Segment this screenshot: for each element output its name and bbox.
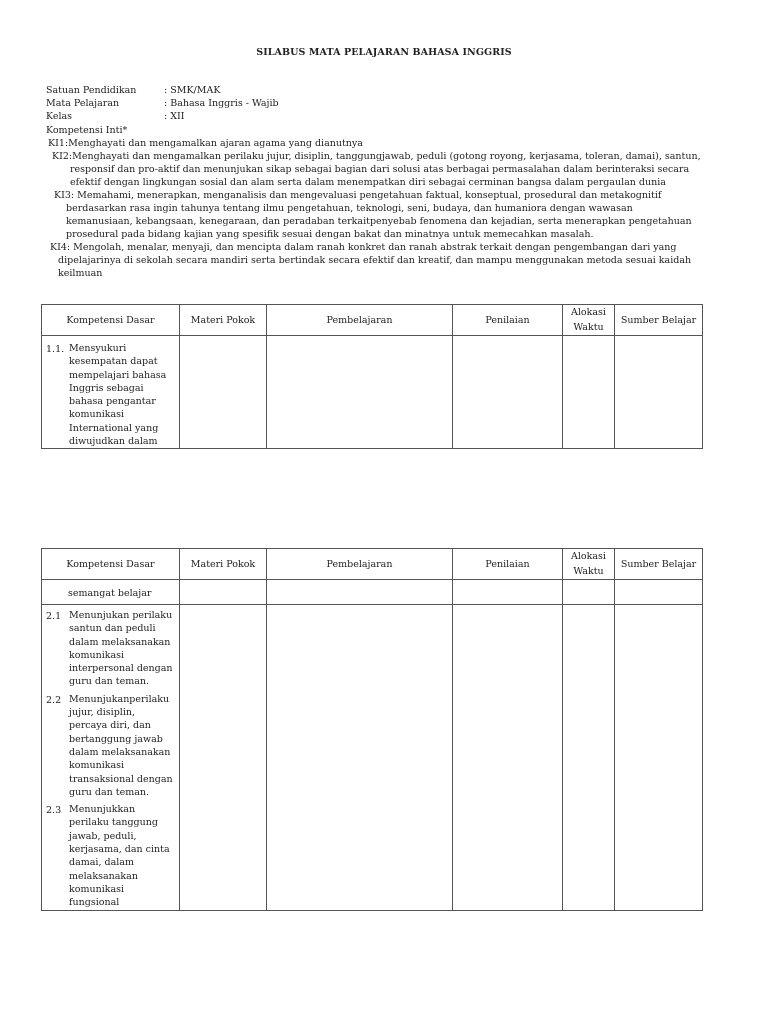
cell-kompetensi-dasar — [42, 336, 180, 449]
header-pembelajaran: Pembelajaran — [267, 549, 453, 580]
ki3-line: KI3: Memahami, menerapkan, menganalisis dan mengevaluasi pengetahuan faktual, konseptual, prosedural dan metakognitif — [54, 190, 662, 201]
kd-number: 2.3 — [46, 805, 62, 817]
ki3-text — [46, 189, 706, 241]
kd-text — [69, 693, 177, 799]
ki3-line: prosedural pada bidang kajian yang spesifik sesuai dengan bakat dan minatnya untuk memecahkan masalah. — [66, 229, 594, 240]
kompetensi-inti-block — [46, 124, 706, 280]
ki4-line: dipelajarinya di sekolah secara mandiri serta bertindak secara efektif dan kreatif, dan mampu menggunakan metoda sesuai kaidah — [58, 255, 692, 266]
cell-sumber-belajar — [615, 580, 703, 605]
header-sumber-belajar: Sumber Belajar — [615, 305, 703, 336]
cell-alokasi-waktu — [563, 580, 615, 605]
ki3-line: berdasarkan rasa ingin tahunya tentang ilmu pengetahuan, teknologi, seni, budaya, dan humaniora dengan wawasan — [66, 203, 633, 214]
kd-line: jujur, disiplin, — [69, 707, 135, 719]
kd-line: santun dan peduli — [69, 623, 156, 635]
cell-sumber-belajar — [615, 336, 703, 449]
cell-materi-pokok — [180, 605, 267, 911]
ki4-line: keilmuan — [58, 268, 103, 279]
kd-number: 2.1 — [46, 611, 62, 622]
kd-line: melaksanakan — [69, 870, 138, 882]
kd-line: Inggris sebagai — [69, 382, 144, 394]
syllabus-table-1 — [41, 304, 703, 449]
kd-text — [69, 803, 177, 909]
kd-line: mempelajari bahasa — [69, 369, 167, 381]
kd-line: guru dan teman. — [69, 786, 150, 798]
kd-line: Mensyukuri — [69, 343, 127, 354]
kd-line: damai, dalam — [69, 857, 134, 869]
cell-penilaian — [453, 605, 563, 911]
cell-sumber-belajar — [615, 605, 703, 911]
table-row — [42, 336, 703, 449]
kd-item-1-1 — [42, 336, 179, 448]
cell-kompetensi-dasar-continuation — [42, 580, 180, 605]
kd-line: bertanggung jawab — [69, 733, 163, 745]
cell-kompetensi-dasar — [42, 605, 180, 911]
header-waktu-line: Waktu — [573, 566, 604, 577]
ki2-line: KI2:Menghayati dan mengamalkan perilaku jujur, disiplin, tanggungjawab, peduli (gotong royong, kerjasama, toleran, damai), santun, — [52, 151, 701, 162]
kd-text — [69, 342, 177, 448]
cell-alokasi-waktu — [563, 605, 615, 911]
header-pembelajaran: Pembelajaran — [267, 305, 453, 336]
kd-line: kesempatan dapat — [69, 356, 158, 368]
kd-line: International yang — [69, 422, 159, 434]
ki2-line: responsif dan pro-aktif dan menunjukan sikap sebagai bagian dari solusi atas berbagai permasalahan dalam berinteraksi secara — [70, 164, 690, 175]
document-title: SILABUS MATA PELAJARAN BAHASA INGGRIS — [256, 47, 512, 58]
header-materi-pokok: Materi Pokok — [180, 305, 267, 336]
kd-continuation-text: semangat belajar — [68, 588, 152, 599]
kd-item-2-3 — [42, 799, 179, 909]
table-row — [42, 605, 703, 911]
kd-line: dalam melaksanakan — [69, 636, 171, 648]
kd-item-2-2 — [42, 689, 179, 799]
kd-line: komunikasi — [69, 760, 125, 772]
cell-pembelajaran — [267, 605, 453, 911]
kd-line: komunikasi — [69, 409, 125, 421]
kd-line: interpersonal dengan — [69, 663, 173, 675]
kd-line: Menunjukanperilaku — [69, 693, 170, 705]
kompetensi-inti-heading: Kompetensi Inti* — [46, 125, 128, 136]
kd-line: transaksional dengan — [69, 773, 173, 785]
meta-value: : SMK/MAK — [164, 85, 221, 96]
header-penilaian: Penilaian — [453, 305, 563, 336]
cell-pembelajaran — [267, 580, 453, 605]
cell-materi-pokok — [180, 580, 267, 605]
meta-key: Kelas — [46, 111, 73, 122]
kd-line: guru dan teman. — [69, 676, 150, 688]
kd-line: kerjasama, dan cinta — [69, 844, 170, 856]
meta-row-satuan — [46, 84, 279, 97]
cell-penilaian — [453, 336, 563, 449]
meta-row-mapel — [46, 97, 279, 110]
ki1-text: KI1:Menghayati dan mengamalkan ajaran agama yang dianutnya — [48, 138, 363, 149]
header-alokasi-line: Alokasi — [571, 307, 606, 318]
kd-line: percaya diri, dan — [69, 720, 151, 732]
ki4-text — [46, 241, 706, 280]
kd-line: diwujudkan dalam — [69, 436, 158, 448]
kd-line: komunikasi — [69, 883, 125, 895]
cell-penilaian — [453, 580, 563, 605]
kd-number: 2.2 — [46, 694, 62, 706]
header-alokasi-waktu — [563, 305, 615, 336]
cell-alokasi-waktu — [563, 336, 615, 449]
header-waktu-line: Waktu — [573, 322, 604, 333]
kd-line: fungsional — [69, 897, 120, 909]
table-row — [42, 580, 703, 605]
header-alokasi-line: Alokasi — [571, 551, 606, 562]
ki4-line: KI4: Mengolah, menalar, menyaji, dan mencipta dalam ranah konkret dan ranah abstrak terkait dengan pengembangan dari yang — [50, 242, 677, 253]
table-header-row — [42, 549, 703, 580]
syllabus-table-2 — [41, 548, 703, 911]
header-kompetensi-dasar: Kompetensi Dasar — [42, 305, 180, 336]
kd-line: bahasa pengantar — [69, 396, 156, 408]
ki2-text — [46, 150, 706, 189]
kd-line: dalam melaksanakan — [69, 746, 171, 758]
kd-line: jawab, peduli, — [69, 830, 137, 842]
header-kompetensi-dasar: Kompetensi Dasar — [42, 549, 180, 580]
meta-key: Satuan Pendidikan — [46, 85, 137, 96]
kd-text — [69, 609, 177, 689]
meta-row-kelas — [46, 110, 279, 123]
kd-line: perilaku tanggung — [69, 817, 158, 829]
header-materi-pokok: Materi Pokok — [180, 549, 267, 580]
ki3-line: kemanusiaan, kebangsaan, kenegaraan, dan peradaban terkaitpenyebab fenomena dan kejadian, serta menerapkan pengetahuan — [66, 216, 692, 227]
meta-key: Mata Pelajaran — [46, 98, 120, 109]
identity-block — [46, 84, 279, 123]
kd-number: 1.1. — [46, 344, 65, 355]
meta-value: : Bahasa Inggris - Wajib — [164, 98, 279, 109]
kd-item-2-1 — [42, 605, 179, 689]
kd-line: Menunjukan perilaku — [69, 610, 173, 621]
kd-line: komunikasi — [69, 649, 125, 661]
cell-materi-pokok — [180, 336, 267, 449]
table-header-row — [42, 305, 703, 336]
ki2-line: efektif dengan lingkungan sosial dan alam serta dalam menempatkan diri sebagai cerminan bangsa dalam pergaulan dunia — [70, 177, 666, 188]
header-sumber-belajar: Sumber Belajar — [615, 549, 703, 580]
meta-value: : XII — [164, 111, 185, 122]
kd-line: Menunjukkan — [69, 804, 136, 816]
header-alokasi-waktu — [563, 549, 615, 580]
header-penilaian: Penilaian — [453, 549, 563, 580]
cell-pembelajaran — [267, 336, 453, 449]
